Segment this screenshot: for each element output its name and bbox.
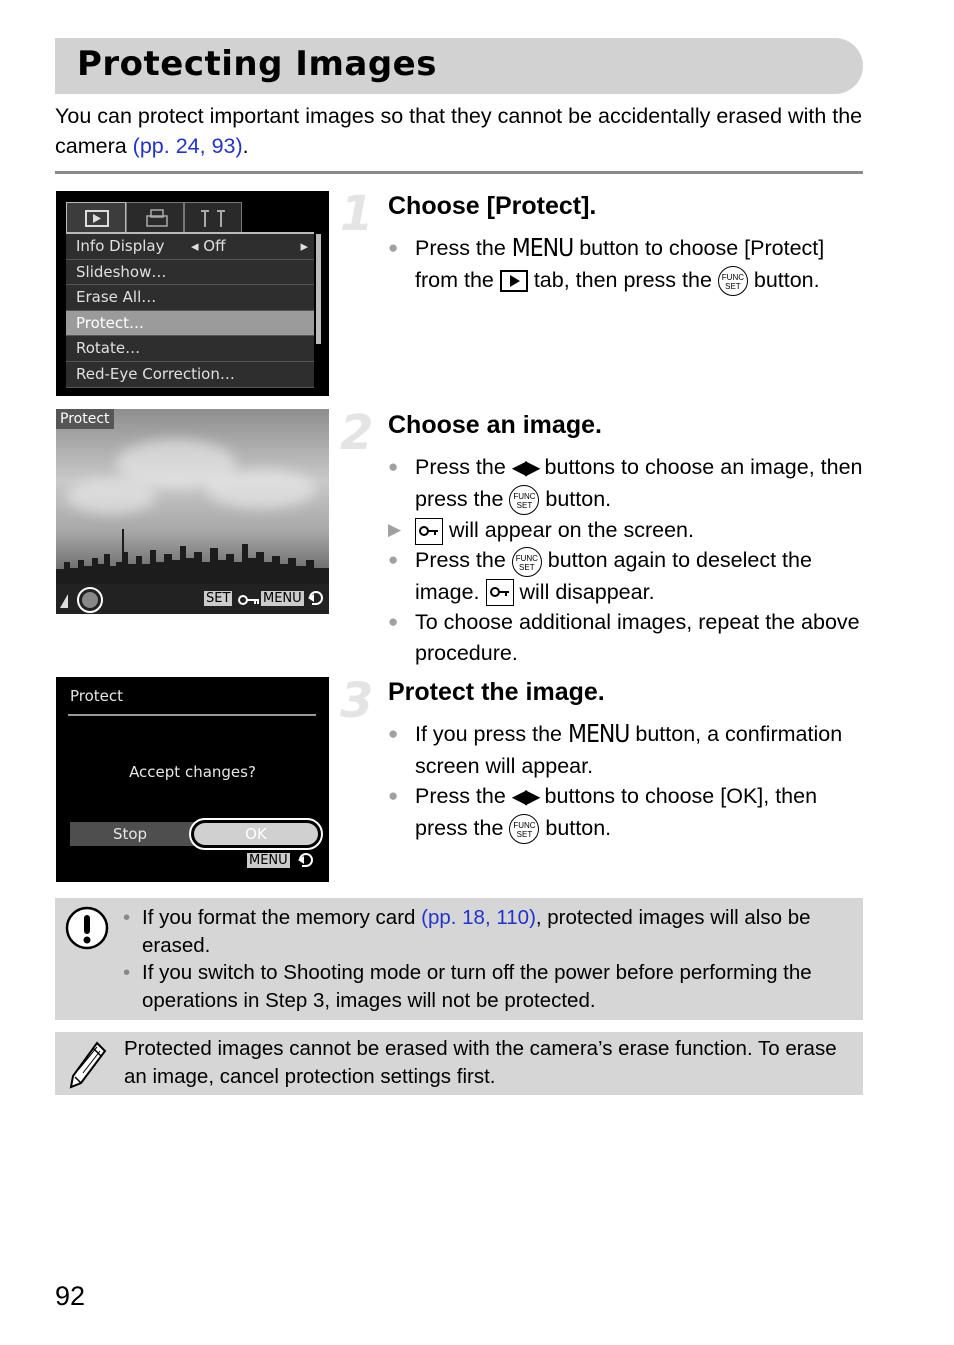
menu-item-value: ◂ Off xyxy=(191,237,226,255)
menu-item-slideshow xyxy=(66,260,314,286)
text: button. xyxy=(539,815,612,840)
step-heading-2: Choose an image. xyxy=(388,411,602,439)
caution-icon xyxy=(65,906,109,950)
osd-set-label: SET xyxy=(206,591,231,606)
ref-close: ) xyxy=(529,906,536,929)
bullet-icon: ● xyxy=(388,457,399,476)
step-heading-1: Choose [Protect]. xyxy=(388,192,597,220)
list-item xyxy=(388,781,863,844)
cloud xyxy=(66,479,156,514)
screenshot-menu xyxy=(56,191,329,396)
menu-item-red-eye xyxy=(66,362,314,388)
menu-item-label: Info Display xyxy=(76,237,165,255)
text: will appear on the screen. xyxy=(443,517,694,542)
chevron-right-icon: ▸ xyxy=(300,237,308,255)
text: Press the xyxy=(415,455,512,479)
menu-item-label: Rotate… xyxy=(76,339,141,358)
set-label: SET xyxy=(725,281,741,291)
protect-key-icon xyxy=(486,579,514,606)
list-item xyxy=(388,515,863,546)
func-set-button-icon xyxy=(509,485,539,515)
text: Press the xyxy=(415,548,512,573)
text: button to choose [Protect] from the xyxy=(415,236,825,292)
ref-page-110[interactable]: 110 xyxy=(496,906,530,929)
ok-button: OK xyxy=(194,823,318,845)
playback-icon xyxy=(500,270,528,292)
left-right-arrows-icon: ◀▶ xyxy=(511,457,539,479)
intro-period: . xyxy=(242,134,249,158)
step-heading-3: Protect the image. xyxy=(388,678,605,706)
set-label: SET xyxy=(516,829,533,839)
func-set-button-icon xyxy=(512,547,542,577)
screenshot-image xyxy=(56,409,329,614)
wrench-tab-icon xyxy=(185,203,243,233)
print-tab-icon xyxy=(127,203,185,233)
text: button again to deselect the image. xyxy=(415,548,812,604)
text: If you press the xyxy=(415,722,568,746)
menu-item-info-display xyxy=(66,234,314,260)
list-item xyxy=(388,607,863,668)
caution-box xyxy=(55,898,863,1020)
city-skyline xyxy=(56,524,329,584)
set-label: SET xyxy=(516,500,533,510)
bullet-icon: • xyxy=(123,906,131,929)
key-icon xyxy=(487,580,513,604)
dialog-divider xyxy=(68,714,316,716)
menu-item-label: Red-Eye Correction… xyxy=(76,364,235,383)
ref-page-24[interactable]: 24 xyxy=(175,134,200,158)
bullet-icon: ● xyxy=(388,724,399,743)
return-icon xyxy=(306,589,326,609)
caution-ref[interactable] xyxy=(421,906,536,929)
text: button. xyxy=(747,267,820,292)
camera-menu xyxy=(66,199,318,389)
protect-key-icon xyxy=(415,518,443,545)
bullet-icon: ● xyxy=(388,786,399,805)
cloud xyxy=(206,469,316,509)
dialog-question: Accept changes? xyxy=(129,763,256,781)
menu-item-erase-all xyxy=(66,285,314,311)
menu-item-label: Protect… xyxy=(76,313,145,332)
menu-item-rotate xyxy=(66,336,314,362)
text: Press the xyxy=(415,236,512,260)
tab-settings xyxy=(184,202,242,232)
text: If you switch to Shooting mode or turn off the power before performing the operations in Step 3, images will not be protected. xyxy=(142,961,812,1012)
left-right-arrows-icon: ◀▶ xyxy=(511,786,539,808)
step-3-bullets xyxy=(388,719,863,844)
list-item xyxy=(123,904,853,959)
intro-paragraph xyxy=(55,101,863,161)
osd-menu-label: MENU xyxy=(249,853,288,868)
menu-item-label: Erase All… xyxy=(76,288,157,307)
intro-text: You can protect important images so that they cannot be accidentally erased with the camera xyxy=(55,104,863,158)
ref-close: ) xyxy=(235,134,243,158)
func-set-button-icon xyxy=(718,266,748,296)
text: , protected images will also be erased. xyxy=(142,906,811,957)
protected-indicator-icon xyxy=(56,584,106,614)
text: If you format the memory card xyxy=(142,906,422,929)
pencil-icon xyxy=(67,1039,107,1089)
list-item xyxy=(388,452,863,515)
ref-page-18[interactable]: 18 xyxy=(462,906,485,929)
tab-print xyxy=(126,202,184,232)
text: buttons to choose [OK], then press the xyxy=(415,784,818,840)
text: To choose additional images, repeat the above procedure. xyxy=(415,610,860,665)
osd-bar xyxy=(56,584,329,614)
bullet-icon: • xyxy=(123,961,131,984)
ref-open: (pp. xyxy=(421,906,463,929)
ref-open: (pp. xyxy=(132,134,176,158)
text: buttons to choose an image, then press the xyxy=(415,455,863,511)
bullet-icon: ● xyxy=(388,612,399,632)
ok-highlight xyxy=(189,818,323,850)
text: tab, then press the xyxy=(527,267,718,292)
ref-page-93[interactable]: 93 xyxy=(211,134,236,158)
memo-box xyxy=(55,1032,863,1095)
menu-button-icon: MENU xyxy=(567,720,630,749)
playback-tab-icon xyxy=(67,203,127,233)
menu-item-protect xyxy=(66,311,314,337)
step-1-bullets xyxy=(388,233,863,296)
step-2-bullets xyxy=(388,452,863,668)
result-arrow-icon: ▶ xyxy=(388,519,402,539)
text: button. xyxy=(539,486,612,511)
list-item xyxy=(388,233,863,296)
dialog-title: Protect xyxy=(70,687,124,705)
func-label: FUNC xyxy=(513,491,536,501)
stop-button: Stop xyxy=(70,822,190,846)
step-number-1: 1 xyxy=(340,186,374,242)
set-label: SET xyxy=(519,562,535,572)
text: will disappear. xyxy=(513,579,655,604)
text: Press the xyxy=(415,784,512,808)
list-item xyxy=(123,959,853,1014)
bullet-icon: ● xyxy=(388,238,399,257)
divider xyxy=(55,171,863,174)
step-number-2: 2 xyxy=(340,405,374,461)
func-label: FUNC xyxy=(513,820,536,830)
protect-label: Protect xyxy=(56,409,114,429)
menu-list xyxy=(66,232,314,388)
return-icon xyxy=(296,851,316,871)
page-number: 92 xyxy=(55,1281,86,1311)
list-item xyxy=(388,545,863,607)
bullet-icon: ● xyxy=(388,550,399,570)
page-title: Protecting Images xyxy=(77,44,437,84)
key-icon xyxy=(238,593,260,607)
func-label: FUNC xyxy=(721,272,744,282)
menu-item-label: Slideshow… xyxy=(76,262,167,281)
list-item xyxy=(388,719,863,781)
menu-scrollbar xyxy=(316,234,321,344)
caution-list xyxy=(123,904,853,1014)
ref-sep: , xyxy=(199,134,212,158)
menu-button-icon: MENU xyxy=(511,234,574,263)
screenshot-confirm xyxy=(56,677,329,882)
intro-ref[interactable] xyxy=(133,134,243,158)
osd-menu-label: MENU xyxy=(263,591,302,606)
tab-playback xyxy=(66,202,126,232)
memo-text: Protected images cannot be erased with the camera’s erase function. To erase an image, cancel protection settings first. xyxy=(124,1037,837,1088)
func-set-button-icon xyxy=(509,814,539,844)
text: button, a confirmation screen will appear. xyxy=(415,722,843,778)
func-label: FUNC xyxy=(515,553,538,563)
ref-sep: , xyxy=(484,906,497,929)
key-icon xyxy=(416,519,442,543)
step-number-3: 3 xyxy=(340,673,374,729)
title-bar xyxy=(55,38,863,94)
